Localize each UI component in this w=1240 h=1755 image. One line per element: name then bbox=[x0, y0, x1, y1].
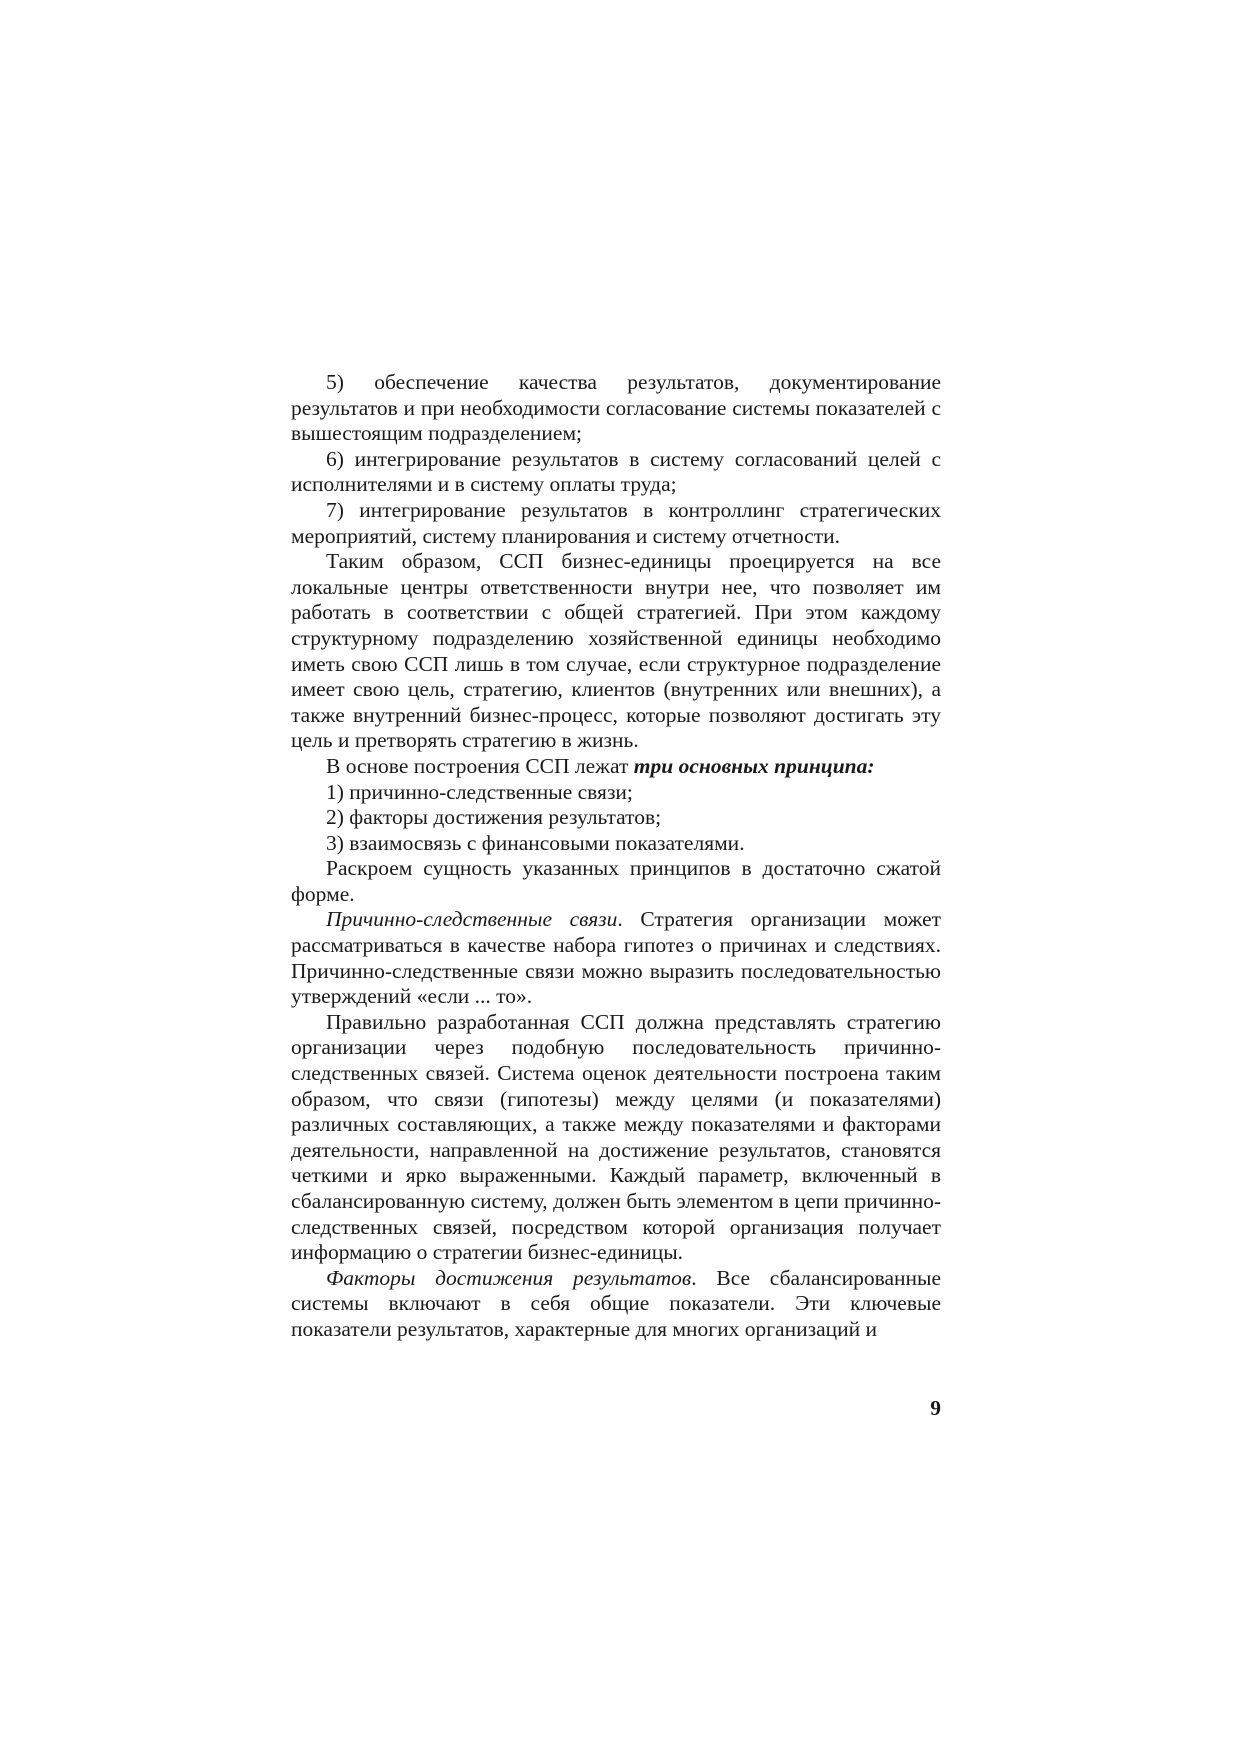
paragraph-strategy: Правильно разработанная ССП должна представлять стратегию организации через подобную последовательность причинно-следственных связей. Система оценок деятельности построена таким образом, что связи (гипотезы) между целями (и показателями) различных составляющих, а также между показателями и факторами деятельности, направленной на достижение результатов, становятся четкими и ярко выраженными. Каждый параметр, включенный в сбалансированную систему, должен быть элементом в цепи причинно-следственных связей, посредством которой организация получает информацию о стратегии бизнес-единицы. bbox=[291, 1009, 941, 1265]
list-item-7: 7) интегрирование результатов в контроллинг стратегических мероприятий, систему планирования и систему отчетности. bbox=[291, 497, 941, 548]
factors-text: . Все сбалансированные системы включают в себя общие показатели. Эти ключевые показатели результатов, характерные для многих организаций и bbox=[291, 1265, 941, 1341]
causal-links-text: . Стратегия организации может рассматриваться в качестве набора гипотез о причинах и следствиях. Причинно-следственные связи можно выразить последовательностью утверждений «если ... то». bbox=[291, 907, 942, 1009]
principle-item-3: 3) взаимосвязь с финансовыми показателями. bbox=[326, 830, 745, 855]
principles-intro-text: В основе построения ССП лежат bbox=[326, 753, 634, 778]
principles-emphasis: три основных принципа: bbox=[633, 753, 875, 778]
paragraph-factors bbox=[291, 1266, 941, 1343]
causal-links-heading: Причинно-следственные связи bbox=[326, 907, 618, 932]
body-text bbox=[291, 370, 941, 1343]
factors-heading: Факторы достижения результатов bbox=[326, 1265, 692, 1290]
paragraph-causal-links bbox=[291, 907, 941, 1009]
paragraph-principles-intro bbox=[291, 754, 941, 780]
paragraph-reveal: Раскроем сущность указанных принципов в достаточно сжатой форме. bbox=[291, 856, 941, 906]
principle-item-2: 2) факторы достижения результатов; bbox=[326, 805, 662, 830]
principle-item-1: 1) причинно-следственные связи; bbox=[326, 779, 633, 804]
paragraph-ssp-projection: Таким образом, ССП бизнес-единицы проецируется на все локальные центры ответственности внутри нее, что позволяет им работать в соответствии с общей стратегией. При этом каждому структурному подразделению хозяйственной единицы необходимо иметь свою ССП лишь в том случае, если структурное подразделение имеет свою цель, стратегию, клиентов (внутренних или внешних), а также внутренний бизнес-процесс, которые позволяют достигать эту цель и претворять стратегию в жизнь. bbox=[291, 549, 941, 753]
list-item-5: 5) обеспечение качества результатов, документирование результатов и при необходимости согласование системы показателей с вышестоящим подразделением; bbox=[291, 370, 941, 446]
list-item-6: 6) интегрирование результатов в систему согласований целей с исполнителями и в систему оплаты труда; bbox=[291, 446, 941, 497]
page-number: 9 bbox=[930, 1396, 941, 1420]
